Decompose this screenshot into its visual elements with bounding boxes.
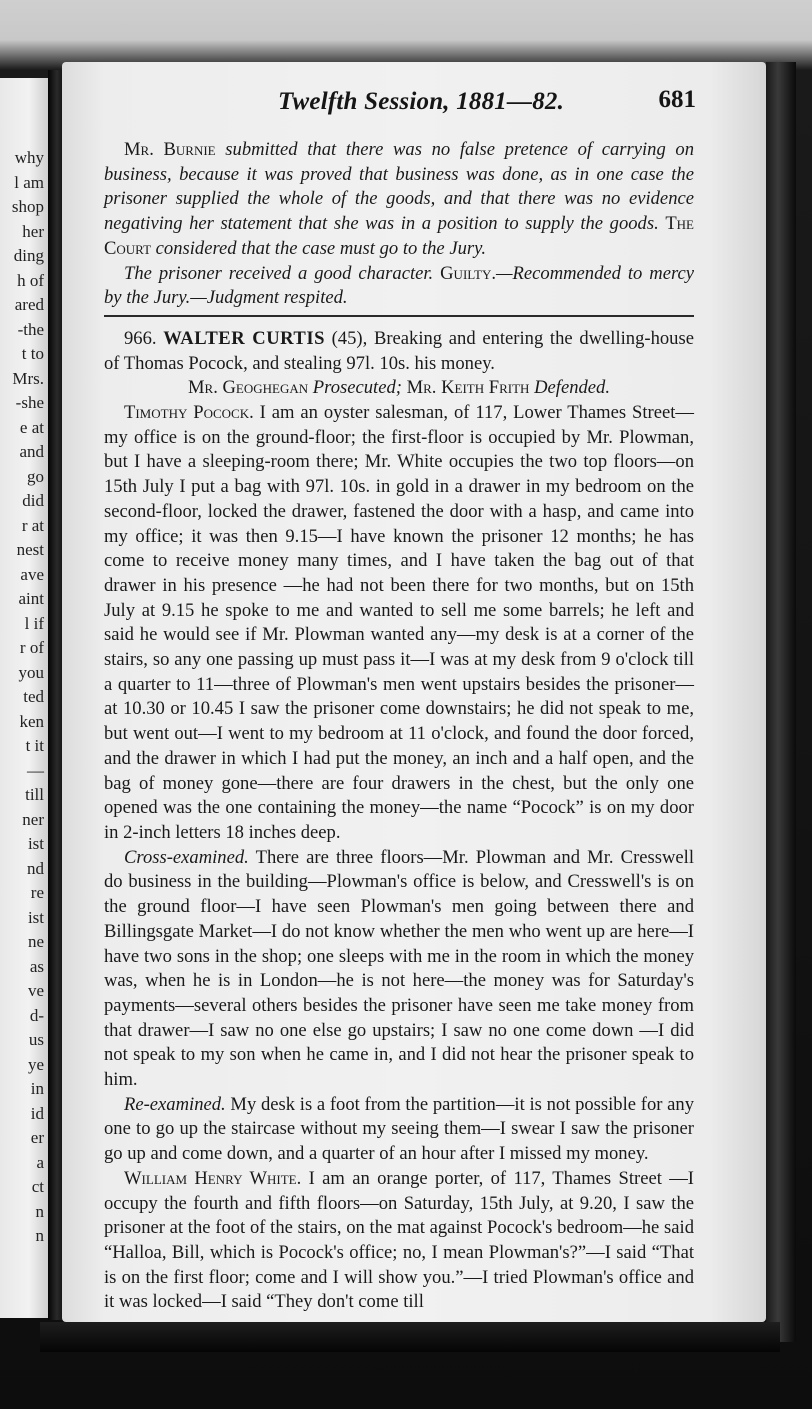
verdict-text: —Recommended to mercy by the Jury.—Judgment respited.	[104, 262, 694, 309]
witness-name: Timothy Pocock.	[124, 402, 254, 424]
facing-page-text: ne	[27, 932, 44, 951]
defendant-name: WALTER CURTIS	[163, 327, 325, 349]
defence-counsel: Mr. Keith Frith	[406, 377, 530, 399]
testimony-pocock	[104, 401, 694, 846]
court-label: The Court	[104, 213, 694, 259]
witness-name: William Henry White.	[124, 1167, 302, 1189]
facing-page-text: e at	[19, 417, 44, 437]
prev-case-text-end: considered that the case must go to the Jury.	[151, 237, 486, 259]
facing-page-text: ve	[27, 981, 44, 1000]
cross-examination-text: There are three floors—Mr. Plowman and Mr. Cresswell do business in the building—Plowman's office is below, and Cresswell's is on the ground floor—I have seen Plowman's men going between there and Billingsgate Market—I do not know whether the men who went up are here—I have two sons in the shop; one sleeps with me in the room in which the money was, when he is in London—he is not here—the money was for Saturday's payments—several others besides the prisoner have seen me take money from that drawer—I saw no one else go upstairs; I saw no one come down —I did not speak to my son when he came in, and I did not hear the prisoner speak to him.	[104, 846, 694, 1091]
facing-page-text: r at	[21, 515, 44, 535]
testimony-white	[104, 1167, 694, 1315]
facing-page-text: ct	[31, 1177, 44, 1196]
facing-page-text: nd	[27, 858, 44, 878]
facing-page-text: -she	[15, 393, 44, 412]
facing-page-text: ist	[27, 907, 44, 927]
facing-page-text: go	[27, 466, 44, 486]
facing-page-text: ner	[22, 809, 44, 829]
charge-text: Breaking and entering the dwelling-house of Thomas Pocock, and stealing 97l. 10s. his money.	[104, 327, 694, 374]
facing-page-text: in	[30, 1079, 44, 1098]
cross-examination	[104, 846, 694, 1093]
counsel-name: Mr. Burnie	[124, 139, 216, 160]
defence-role: Defended.	[529, 377, 610, 399]
page-body	[104, 138, 694, 1315]
facing-page-text: ding	[13, 246, 44, 265]
facing-page-text: us	[28, 1030, 44, 1049]
facing-page-text: ave	[20, 564, 44, 584]
page-number: 681	[658, 86, 696, 113]
re-examined-label: Re-examined.	[124, 1093, 226, 1115]
facing-page-text: why	[14, 148, 44, 167]
prev-case-paragraph-1	[104, 138, 694, 262]
character-text: The prisoner received a good character.	[124, 262, 441, 284]
facing-page-text: id	[30, 1103, 44, 1123]
defendant-age: (45),	[331, 327, 368, 349]
witness-statement: I am an orange porter, of 117, Thames Street —I occupy the fourth and fifth floors—on Saturday, 15th July, at 9.20, I saw the prisoner at the foot of the stairs, on the mat against Pocock's bedroom—he said “Halloa, Bill, which is Pocock's office; no, I mean Plowman's?”—I said “That is on the first floor; come and I will show you.”—I tried Plowman's office and it was locked—I said “They don't come till	[104, 1167, 694, 1313]
facing-page-text: er	[30, 1128, 44, 1147]
prosecution-role: Prosecuted;	[308, 377, 407, 399]
prev-case-paragraph-2	[104, 262, 694, 311]
facing-page-fragment	[0, 78, 48, 1318]
facing-page-text: shop	[11, 197, 44, 216]
facing-page-text: ared	[14, 295, 44, 314]
facing-page-text: n	[35, 1201, 44, 1221]
section-divider	[104, 315, 694, 317]
facing-page-text: her	[22, 221, 44, 241]
book-bottom-edge	[40, 1322, 780, 1352]
facing-page-text: l am	[14, 172, 44, 192]
facing-page-text: a	[36, 1152, 44, 1172]
facing-page-text: d-	[29, 1005, 44, 1025]
facing-page-text: h of	[17, 270, 44, 290]
book-edge	[766, 62, 796, 1342]
facing-page-text: and	[19, 442, 44, 461]
facing-page-text: as	[29, 956, 44, 976]
facing-page-text: r of	[19, 638, 44, 657]
witness-statement: I am an oyster salesman, of 117, Lower Thames Street—my office is on the ground-floor; the first-floor is occupied by Mr. Plowman, but I have a sleeping-room there; Mr. White occupies the two top floors—on 15th July I put a bag with 97l. 10s. in gold in a drawer in my bedroom on the second-floor, locked the drawer, fastened the door with a hasp, and came into my office; it was then 9.15—I have known the prisoner 12 months; he has come to receive money many times, and I have taken the bag out of that drawer in his presence —he had not been there for two months, but on 15th July at 9.15 he spoke to me and wanted to sell me some barrels; he left and said he would see if Mr. Plowman wanted any—my desk is at a corner of the stairs, so any one passing up must pass it—I was at my desk from 9 o'clock till a quarter to 11—three of Plowman's men went upstairs besides the prisoner—at 10.30 or 10.45 I saw the prisoner come downstairs; he did not speak to me, but went out—I went to my bedroom at 11 o'clock, and found the door forced, and the drawer in which I had put the money, an inch and a half open, and the bag of money gone—there are four drawers in the chest, but the only one opened was the one containing the money—the name “Pocock” is on my door in 2-inch letters 18 inches deep.	[104, 402, 694, 843]
facing-page-text: did	[22, 491, 44, 510]
facing-page-text: you	[18, 662, 44, 682]
facing-page-text: nest	[16, 540, 44, 559]
facing-page-text: ist	[27, 834, 44, 853]
prosecution-counsel: Mr. Geoghegan	[188, 377, 309, 399]
facing-page-text: ken	[19, 711, 44, 731]
facing-page-text: ted	[23, 687, 44, 706]
cross-examined-label: Cross-examined.	[124, 846, 249, 868]
facing-page-text: -the	[17, 319, 44, 339]
facing-page-text: ye	[27, 1054, 44, 1074]
facing-page-text: Mrs.	[12, 368, 44, 388]
counsel-line	[104, 376, 694, 401]
facing-page-text: —	[27, 760, 44, 780]
case-heading	[104, 327, 694, 376]
case-number: 966.	[124, 327, 157, 349]
verdict: Guilty.	[440, 262, 496, 284]
prev-case-text: submitted that there was no false pretence of carrying on business, because it was proved that business was done, as in one case the prisoner supplied the whole of the goods, and that there was no evidence negativing her statement that she was in a position to supply the goods.	[104, 139, 694, 235]
facing-page-text: l if	[24, 613, 44, 633]
page-header	[228, 84, 698, 124]
facing-page-text: t it	[25, 736, 44, 755]
re-examination	[104, 1093, 694, 1167]
facing-page-text: till	[25, 785, 44, 804]
facing-page-text: re	[30, 883, 44, 902]
re-examination-text: My desk is a foot from the partition—it is not possible for any one to go up the staircase without my seeing them—I swear I saw the prisoner go up and come down, and a quarter of an hour after I missed my money.	[104, 1093, 694, 1165]
facing-page-text: t to	[21, 344, 44, 363]
facing-page-text: n	[35, 1226, 44, 1245]
facing-page-text: aint	[18, 589, 44, 608]
running-title: Twelfth Session, 1881—82.	[278, 88, 565, 115]
